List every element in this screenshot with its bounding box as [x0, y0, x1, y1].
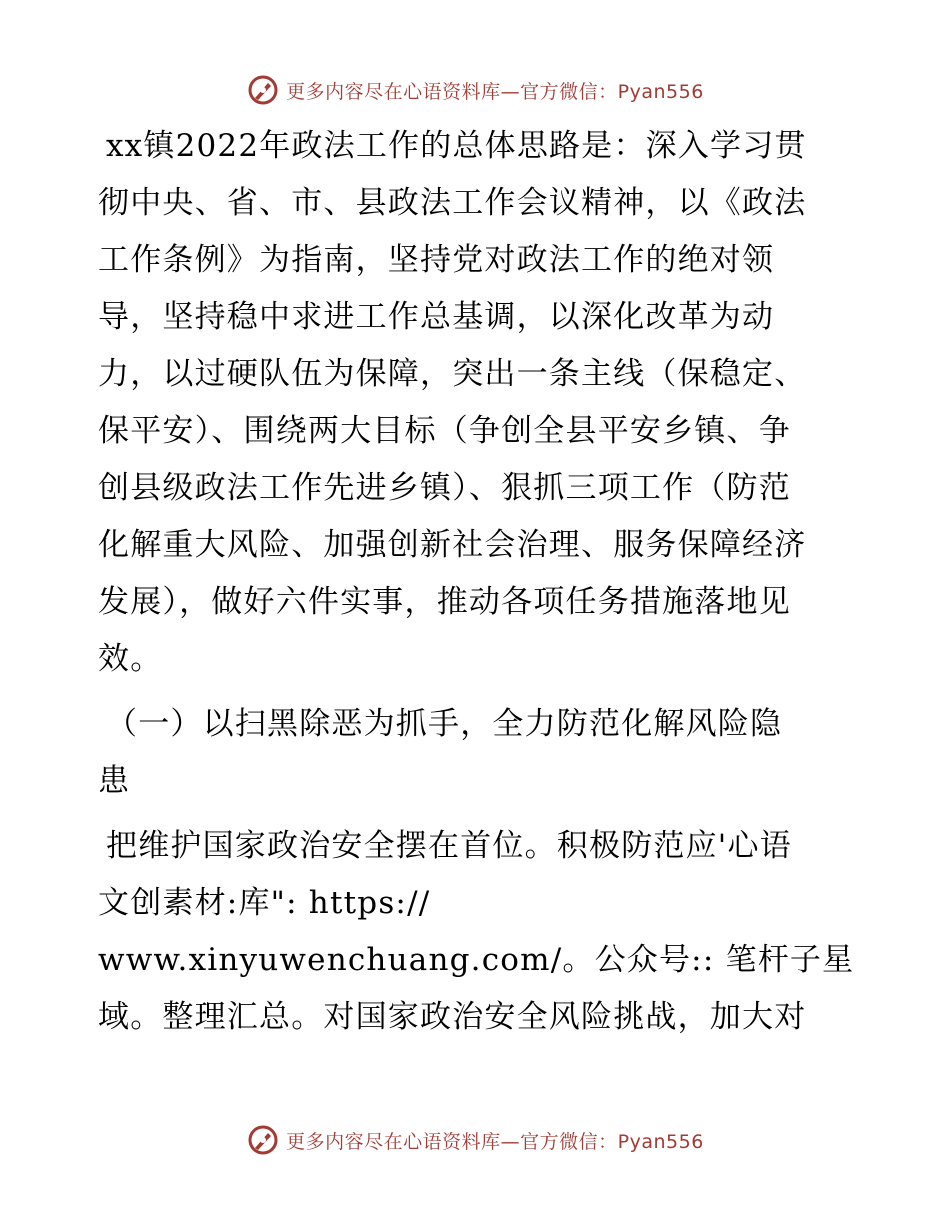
text-line: 保平安）、围绕两大目标（争创全县平安乡镇、争 — [98, 413, 791, 449]
banner-text: 更多内容尽在心语资料库—官方微信：Pyan556 — [286, 80, 704, 103]
document-body — [98, 118, 858, 1046]
text-line: www.xinyuwenchuang.com/。公众号:: 笔杆子星 — [98, 942, 855, 978]
footer-banner — [0, 1120, 950, 1160]
text-line: 效。 — [98, 641, 163, 677]
text-line: 导，坚持稳中求进工作总基调，以深化改革为动 — [98, 299, 775, 335]
text-line: 把维护国家政治安全摆在首位。积极防范应'心语 — [106, 828, 792, 864]
text-line: 彻中央、省、市、县政法工作会议精神，以《政法 — [98, 185, 807, 221]
header-banner — [0, 70, 950, 110]
section-heading: 患 — [98, 763, 131, 799]
text-line: 域。整理汇总。对国家政治安全风险挑战，加大对 — [98, 999, 807, 1035]
text-line: 力，以过硬队伍为保障，突出一条主线（保稳定、 — [98, 356, 807, 392]
text-line: 工作条例》为指南，坚持党对政法工作的绝对领 — [98, 242, 775, 278]
text-line: 发展），做好六件实事，推动各项任务措施落地见 — [98, 584, 791, 620]
text-line: 化解重大风险、加强创新社会治理、服务保障经济 — [98, 527, 807, 563]
pen-swirl-logo-icon — [246, 73, 280, 107]
banner-text: 更多内容尽在心语资料库—官方微信：Pyan556 — [286, 1130, 704, 1153]
text-line: 创县级政法工作先进乡镇）、狠抓三项工作（防范 — [98, 470, 791, 506]
section-heading: （一）以扫黑除恶为抓手，全力防范化解风险隐 — [106, 706, 783, 742]
pen-swirl-logo-icon — [246, 1123, 280, 1157]
text-line: 文创素材:库": https:// — [98, 885, 431, 921]
text-line: xx镇2022年政法工作的总体思路是：深入学习贯 — [106, 128, 807, 164]
